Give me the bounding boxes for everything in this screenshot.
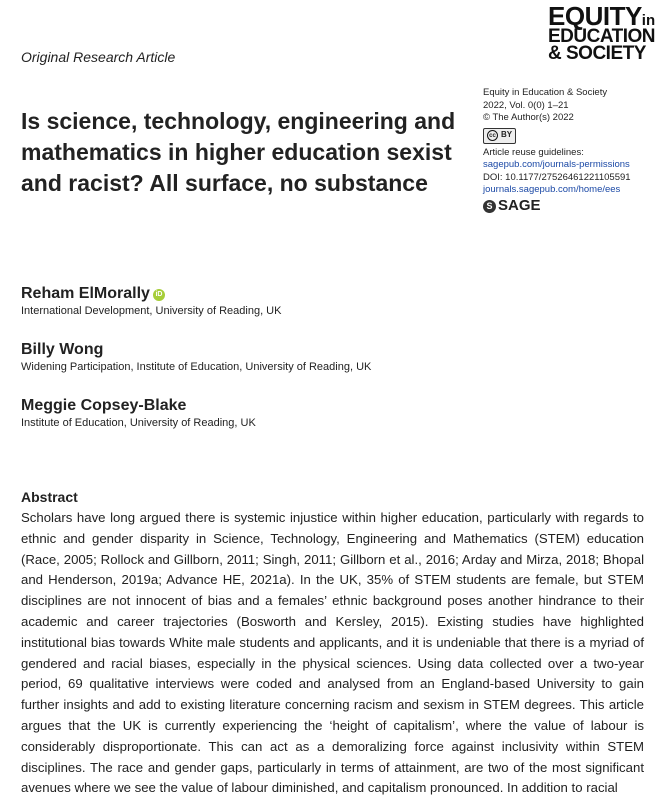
author-block xyxy=(21,397,256,429)
logo-education: EDUCATION xyxy=(548,26,656,48)
abstract-heading: Abstract xyxy=(21,489,78,505)
sage-icon: S xyxy=(483,200,496,213)
author-affiliation: Widening Participation, Institute of Education, University of Reading, UK xyxy=(21,361,372,373)
volume-info: 2022, Vol. 0(0) 1–21 xyxy=(483,99,569,111)
doi[interactable]: DOI: 10.1177/27526461221105591 xyxy=(483,171,631,183)
copyright: © The Author(s) 2022 xyxy=(483,112,574,123)
article-type: Original Research Article xyxy=(21,49,176,65)
creative-commons-icon: cc xyxy=(487,130,498,141)
publisher-logo xyxy=(483,196,658,214)
author-block xyxy=(21,285,281,317)
cc-license-badge[interactable] xyxy=(483,128,516,144)
author-block xyxy=(21,341,371,373)
author-name: Billy Wong xyxy=(21,341,104,358)
author-name: Reham ElMorally xyxy=(21,285,150,302)
article-title: Is science, technology, engineering and mathematics in higher education sexist and racist? All surface, no substance xyxy=(21,108,456,196)
logo-equity: EQUITY xyxy=(548,1,642,31)
journal-name: Equity in Education & Society xyxy=(483,87,608,98)
journal-logo xyxy=(548,1,656,65)
author-affiliation: International Development, University of Reading, UK xyxy=(21,305,282,317)
logo-society: & SOCIETY xyxy=(548,43,646,65)
author-name: Meggie Copsey-Blake xyxy=(21,397,187,414)
orcid-icon[interactable]: iD xyxy=(153,289,165,301)
publisher-name: SAGE xyxy=(498,196,541,214)
reuse-label: Article reuse guidelines: xyxy=(483,146,584,158)
reuse-link[interactable]: sagepub.com/journals-permissions xyxy=(483,159,630,170)
license-label: BY xyxy=(501,130,513,140)
logo-in: in xyxy=(641,12,656,29)
author-affiliation: Institute of Education, University of Reading, UK xyxy=(21,417,256,429)
abstract-text: Scholars have long argued there is systemic injustice within higher education, particularly with regards to ethnic and gender disparity in Science, Technology, Engineering and Mathematics (STEM) education (Race, 2005; Rollock and Gillborn, 2011; Singh, 2011; Gillborn et al., 2016; Arday and Mirza, 2018; Bhopal and Henderson, 2019a; Advance HE, 2021a). In the UK, 35% of STEM students are female, but STEM disciplines are not innocent of bias and a females’ ethnic background poses another hindrance to their academic and career trajectories (Bosworth and Kersley, 2015). Existing studies have highlighted institutional bias towards White male students and applicants, and it is undeniable that there is a myriad of gendered and racial biases, especially in the physical sciences. Using data collected over a two-year period, 69 qualitative interviews were coded and analysed from an England-based University to gain further insights and add to existing literature concerning racism and sexism in STEM degrees. This article argues that the UK is currently experiencing the ‘height of capitalism’, where the value of labour is considerably disproportionate. This can act as a demoralizing force against inclusivity within STEM disciplines. The race and gender gaps, particularly in terms of attainment, are two of the most significant avenues where we see the value of labour diminished, and capitalism pronounced. In addition to racial xyxy=(21,510,644,796)
article-meta xyxy=(483,87,658,213)
journal-link[interactable]: journals.sagepub.com/home/ees xyxy=(483,184,621,195)
